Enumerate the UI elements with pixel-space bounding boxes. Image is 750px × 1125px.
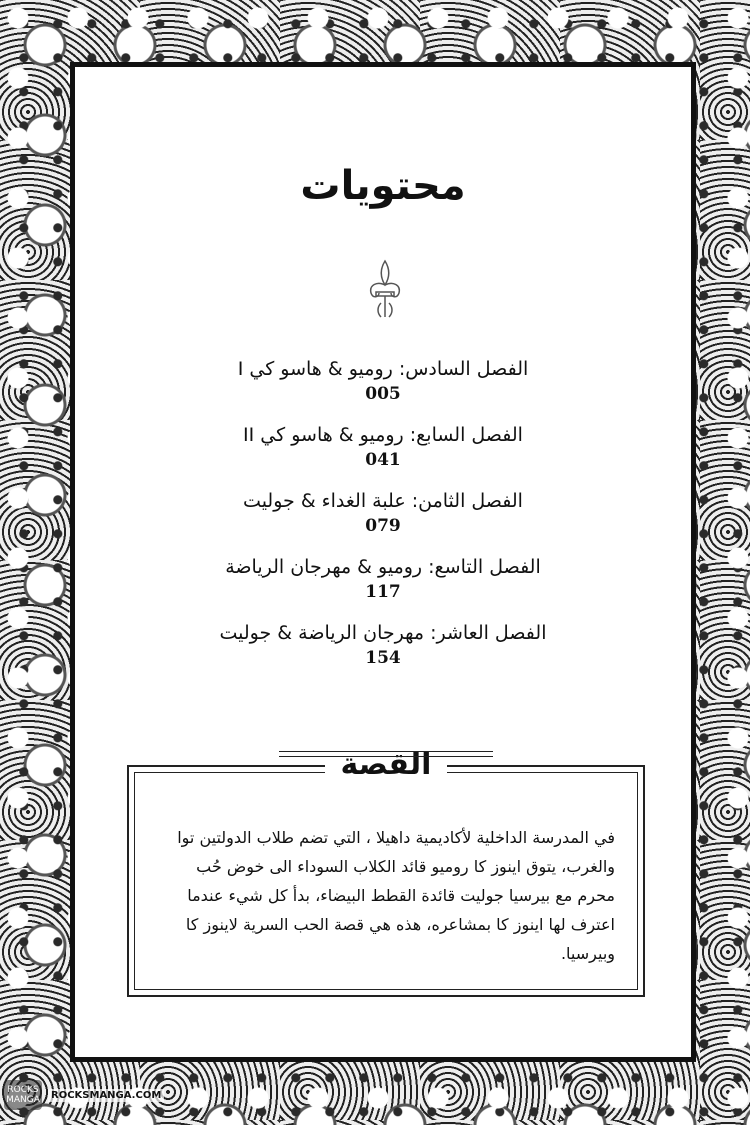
toc-entry[interactable]: [75, 553, 691, 603]
contents-panel: [70, 62, 696, 1062]
chapter-title: الفصل التاسع: روميو & مهرجان الرياضة: [225, 556, 541, 578]
chapter-title: الفصل الثامن: علبة الغداء & جوليت: [243, 490, 523, 512]
fleur-de-lis-icon: [363, 259, 407, 321]
watermark-site: ROCKSMANGA.COM: [48, 1089, 164, 1102]
chapter-page-number: 005: [365, 384, 401, 404]
story-heading: القصة: [325, 741, 448, 789]
story-heading-wrap: [129, 741, 643, 789]
page-title: محتويات: [300, 163, 466, 209]
toc-entry[interactable]: [75, 487, 691, 537]
watermark: [0, 1077, 170, 1113]
story-synopsis: في المدرسة الداخلية لأكاديمية داهيلا ، التي تضم طلاب الدولتين توا والغرب، يتوق اينوز كا روميو قائد الكلاب السوداء الى خوض حُب محرم مع بيرسيا جوليت قائدة القطط البيضاء، بدأ كل شيء عندما اعترف لها اينوز كا بمشاعره، هذه هي قصة الحب السرية لاينوز كا وبيرسيا.: [177, 828, 615, 963]
chapter-title: الفصل السادس: روميو & هاسو كي I: [237, 358, 529, 380]
chapter-page-number: 117: [365, 582, 401, 602]
heading-rule-right: [363, 751, 493, 757]
chapter-page-number: 041: [365, 450, 401, 470]
watermark-logo: ROCKS MANGA: [4, 1080, 42, 1110]
chapter-title: الفصل السابع: روميو & هاسو كي II: [243, 424, 523, 446]
table-of-contents: [75, 355, 691, 685]
chapter-page-number: 154: [365, 648, 401, 668]
toc-entry[interactable]: [75, 355, 691, 405]
toc-entry[interactable]: [75, 619, 691, 669]
chapter-title: الفصل العاشر: مهرجان الرياضة & جوليت: [219, 622, 547, 644]
chapter-page-number: 079: [365, 516, 401, 536]
toc-entry[interactable]: [75, 421, 691, 471]
story-box: [127, 747, 645, 997]
